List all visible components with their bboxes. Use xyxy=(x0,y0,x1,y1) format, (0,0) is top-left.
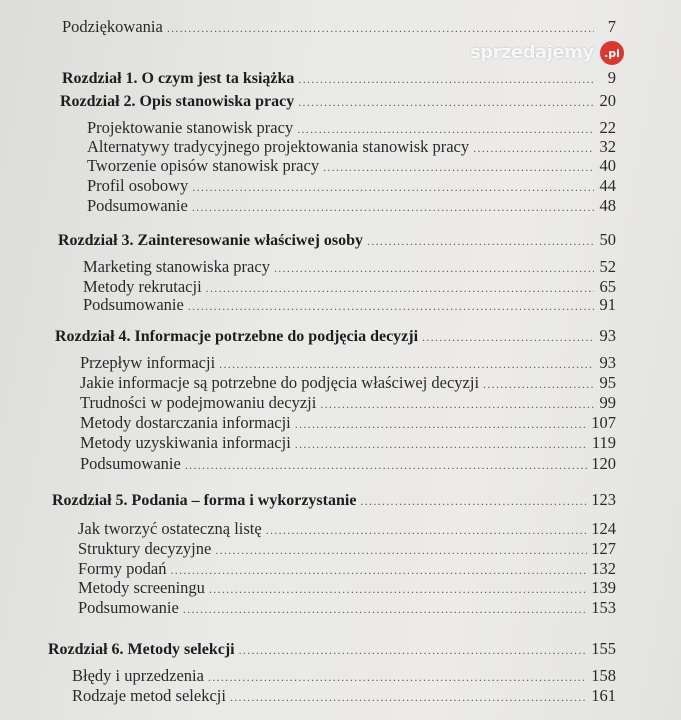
dot-leader xyxy=(360,492,587,509)
toc-page-number: 93 xyxy=(599,354,616,372)
toc-entry xyxy=(80,434,616,452)
dot-leader xyxy=(209,580,587,597)
toc-page-number: 161 xyxy=(591,687,616,705)
watermark-badge: .pl xyxy=(600,41,624,65)
dot-leader xyxy=(266,521,588,538)
toc-entry xyxy=(87,138,616,156)
toc-title: Formy podań xyxy=(78,560,167,578)
toc-title: Rodzaje metod selekcji xyxy=(72,687,226,705)
toc-page-number: 132 xyxy=(591,560,616,578)
toc-chapter xyxy=(60,92,616,110)
toc-page-number: 48 xyxy=(599,197,616,215)
toc-title: Rozdział 6. Metody selekcji xyxy=(48,641,235,658)
dot-leader xyxy=(230,688,587,705)
toc-title: Marketing stanowiska pracy xyxy=(83,258,270,276)
toc-entry xyxy=(87,119,616,137)
dot-leader xyxy=(208,668,587,685)
toc-entry xyxy=(78,560,616,578)
watermark-logo: sprzedajemy xyxy=(470,42,594,63)
toc-title: Trudności w podejmowaniu decyzji xyxy=(80,394,317,412)
dot-leader xyxy=(185,456,587,473)
dot-leader xyxy=(298,93,594,110)
toc-chapter xyxy=(55,327,616,345)
toc-entry xyxy=(72,667,616,685)
toc-entry xyxy=(87,157,616,175)
toc-page-number: 22 xyxy=(599,119,616,137)
dot-leader xyxy=(192,198,594,215)
toc-page-number: 153 xyxy=(591,599,616,617)
toc-entry xyxy=(78,579,616,597)
dot-leader xyxy=(295,415,587,432)
toc-page-number: 20 xyxy=(599,92,616,110)
toc-page-number: 91 xyxy=(599,296,616,314)
toc-title: Rozdział 4. Informacje potrzebne do podjęcia decyzji xyxy=(55,328,419,345)
toc-title: Rozdział 2. Opis stanowiska pracy xyxy=(60,93,295,110)
dot-leader xyxy=(192,178,594,195)
toc-title: Metody uzyskiwania informacji xyxy=(80,434,291,452)
toc-page-number: 139 xyxy=(591,579,616,597)
toc-title: Metody dostarczania informacji xyxy=(80,414,291,432)
toc-page-number: 107 xyxy=(591,414,616,432)
toc-page-number: 124 xyxy=(591,520,616,538)
toc-chapter xyxy=(52,491,616,509)
toc-page-number: 44 xyxy=(599,177,616,195)
toc-title: Rozdział 1. O czym jest ta książka xyxy=(62,70,295,87)
toc-entry xyxy=(78,599,616,617)
toc-entry xyxy=(72,687,616,705)
dot-leader xyxy=(295,435,588,452)
dot-leader xyxy=(320,395,594,412)
toc-title: Rozdział 5. Podania – forma i wykorzystanie xyxy=(52,492,357,509)
dot-leader xyxy=(298,70,594,87)
toc-entry xyxy=(83,258,616,276)
toc-entry xyxy=(78,520,616,538)
toc-page-number: 93 xyxy=(599,327,616,345)
toc-chapter xyxy=(48,640,616,658)
dot-leader xyxy=(473,139,594,156)
toc-title: Projektowanie stanowisk pracy xyxy=(87,119,294,137)
toc-page-number: 40 xyxy=(599,157,616,175)
toc-chapter xyxy=(58,231,616,249)
toc-entry xyxy=(87,197,616,215)
dot-leader xyxy=(206,279,594,296)
toc-title: Jakie informacje są potrzebne do podjęcia właściwej decyzji xyxy=(80,374,480,392)
dot-leader xyxy=(274,259,594,276)
toc-page-number: 120 xyxy=(591,455,616,473)
toc-page-number: 127 xyxy=(591,540,616,558)
toc-entry xyxy=(80,414,616,432)
toc-page-number: 52 xyxy=(599,258,616,276)
toc-title: Rozdział 3. Zainteresowanie właściwej osoby xyxy=(58,232,364,249)
toc-entry xyxy=(87,177,616,195)
toc-title: Błędy i uprzedzenia xyxy=(72,667,204,685)
dot-leader xyxy=(483,375,594,392)
toc-page-number: 50 xyxy=(599,231,616,249)
toc-title: Podziękowania xyxy=(62,18,163,36)
toc-title: Podsumowanie xyxy=(83,296,184,314)
dot-leader xyxy=(297,120,594,137)
dot-leader xyxy=(323,158,594,175)
toc-chapter xyxy=(62,69,616,87)
toc-title: Profil osobowy xyxy=(87,177,189,195)
toc-title: Struktury decyzyjne xyxy=(78,540,212,558)
dot-leader xyxy=(188,297,594,314)
toc-entry xyxy=(83,296,616,314)
toc-entry xyxy=(78,540,616,558)
dot-leader xyxy=(219,355,594,372)
dot-leader xyxy=(170,561,587,578)
toc-entry xyxy=(80,394,616,412)
toc-page-number: 7 xyxy=(607,18,616,36)
toc-page-number: 9 xyxy=(607,69,616,87)
toc-entry xyxy=(80,354,616,372)
toc-title: Metody rekrutacji xyxy=(83,278,202,296)
toc-title: Podsumowanie xyxy=(87,197,188,215)
toc-title: Podsumowanie xyxy=(78,599,179,617)
toc-page-number: 119 xyxy=(591,434,616,452)
toc-page-number: 158 xyxy=(591,667,616,685)
dot-leader xyxy=(422,328,594,345)
dot-leader xyxy=(239,641,588,658)
toc-title: Metody screeningu xyxy=(78,579,205,597)
toc-page-number: 99 xyxy=(599,394,616,412)
toc-page-number: 155 xyxy=(591,640,616,658)
toc-page-number: 65 xyxy=(599,278,616,296)
toc-entry xyxy=(80,374,616,392)
toc-page-number: 95 xyxy=(599,374,616,392)
dot-leader xyxy=(167,19,594,36)
dot-leader xyxy=(183,600,587,617)
toc-entry xyxy=(83,278,616,296)
toc-entry xyxy=(62,18,616,36)
toc-title: Jak tworzyć ostateczną listę xyxy=(78,520,262,538)
toc-page-number: 32 xyxy=(599,138,616,156)
toc-title: Tworzenie opisów stanowisk pracy xyxy=(87,157,320,175)
toc-entry xyxy=(80,455,616,473)
toc-page-number: 123 xyxy=(591,491,616,509)
toc-title: Przepływ informacji xyxy=(80,354,216,372)
dot-leader xyxy=(367,232,594,249)
toc-title: Podsumowanie xyxy=(80,455,181,473)
toc-title: Alternatywy tradycyjnego projektowania stanowisk pracy xyxy=(87,138,470,156)
dot-leader xyxy=(215,541,587,558)
